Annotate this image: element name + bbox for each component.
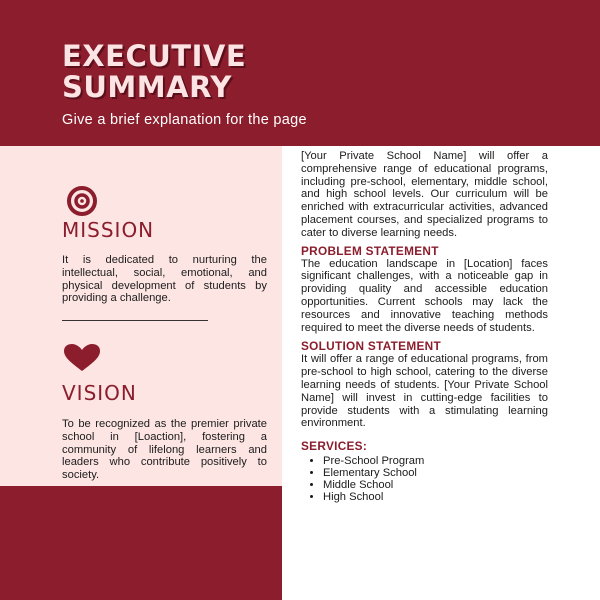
title-line-1: EXECUTIVE <box>62 39 247 73</box>
mission-text: It is dedicated to nurturing the intellectual, social, emotional, and physical development of students by providing a challenge. <box>62 254 267 305</box>
vision-text: To be recognized as the premier private school in [Loaction], fostering a community of lifelong learners and leaders who contribute positively to society. <box>62 418 267 482</box>
page-subtitle: Give a brief explanation for the page <box>62 112 307 128</box>
solution-text: It will offer a range of educational programs, from pre-school to high school, catering to the diverse learning needs of students. [Your Private School Name] will invest in cutting-edge facilities to provide students with a stimulating learning environment. <box>301 353 548 430</box>
problem-text: The education landscape in [Location] faces significant challenges, with a noticeable gap in providing quality and accessible education opportunities. Current schools may lack the resources and innovative teaching methods required to meet the diverse needs of students. <box>301 257 548 334</box>
list-item: • High School <box>323 491 548 503</box>
vision-title: VISION <box>62 381 137 405</box>
heart-icon <box>62 343 102 373</box>
services-heading: SERVICES: <box>301 439 368 454</box>
services-list <box>301 455 548 503</box>
header-banner <box>0 0 600 146</box>
target-icon <box>62 186 102 216</box>
problem-heading: PROBLEM STATEMENT <box>301 243 439 258</box>
intro-text: [Your Private School Name] will offer a comprehensive range of educational programs, including pre-school, elementary, middle school, and high school levels. Our curriculum will be enriched with extracurricular activities, advanced placement courses, and specialized programs to cater to diverse learning needs. <box>301 150 548 239</box>
list-item: • Pre-School Program <box>323 455 548 467</box>
list-item: • Elementary School <box>323 467 548 479</box>
list-item: • Middle School <box>323 479 548 491</box>
solution-heading: SOLUTION STATEMENT <box>301 339 441 354</box>
right-column <box>301 150 548 503</box>
mission-title: MISSION <box>62 218 155 242</box>
page-title <box>62 41 246 103</box>
left-bottom-block <box>0 486 282 600</box>
title-line-2: SUMMARY <box>62 70 232 104</box>
section-divider <box>62 320 208 321</box>
